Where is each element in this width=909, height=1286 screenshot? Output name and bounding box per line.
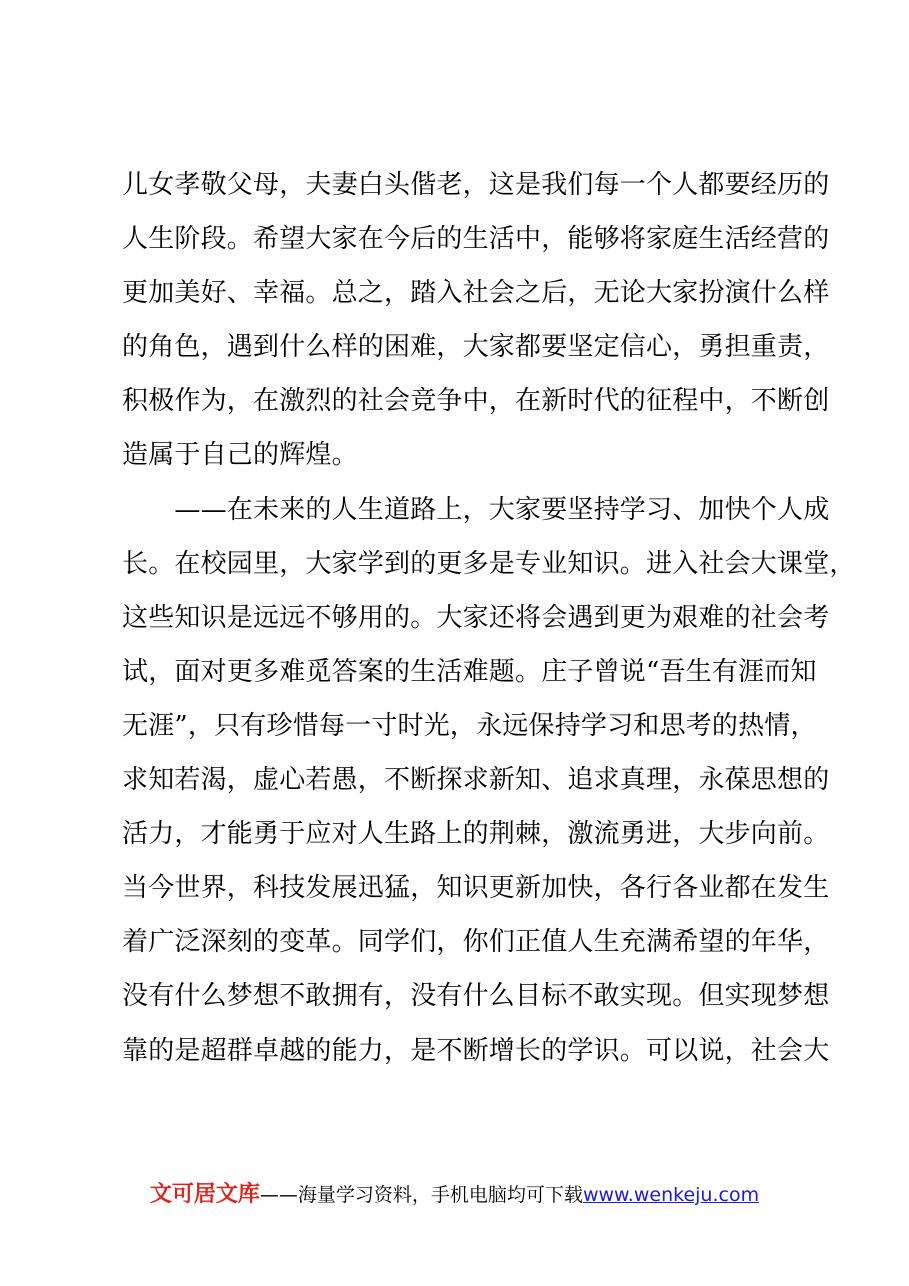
footer-brand: 文可居文库 — [149, 1182, 260, 1207]
text-line: 试，面对更多难觅答案的生活难题。庄子曾说“吾生有涯而知 — [122, 656, 817, 687]
text-line: 着广泛深刻的变革。同学们，你们正值人生充满希望的年华， — [122, 927, 830, 958]
text-line: 靠的是超群卓越的能力，是不断增长的学识。可以说，社会大 — [122, 1035, 830, 1066]
text-line: 没有什么梦想不敢拥有，没有什么目标不敢实现。但实现梦想 — [122, 981, 830, 1012]
text-line: 长。在校园里，大家学到的更多是专业知识。进入社会大课堂， — [122, 548, 856, 579]
text-line: 活力，才能勇于应对人生路上的荆棘，激流勇进，大步向前。 — [122, 819, 830, 850]
footer-tagline: ——海量学习资料，手机电脑均可下载 — [259, 1184, 583, 1206]
text-line: 人生阶段。希望大家在今后的生活中，能够将家庭生活经营的 — [122, 224, 830, 255]
footer-link[interactable]: www.wenkeju.com — [582, 1184, 760, 1206]
text-line: 求知若渴，虚心若愚，不断探求新知、追求真理，永葆思想的 — [122, 765, 830, 796]
text-line: 的角色，遇到什么样的困难，大家都要坚定信心，勇担重责， — [122, 332, 830, 363]
body-text — [122, 158, 856, 1078]
text-line: 儿女孝敬父母，夫妻白头偕老，这是我们每一个人都要经历的 — [122, 170, 830, 200]
text-line: 当今世界，科技发展迅猛，知识更新加快，各行各业都在发生 — [122, 873, 830, 904]
text-line: 造属于自己的辉煌。 — [122, 440, 358, 471]
footer — [0, 1180, 909, 1210]
text-line: ——在未来的人生道路上，大家要坚持学习、加快个人成 — [122, 494, 830, 525]
text-line: 无涯”，只有珍惜每一寸时光，永远保持学习和思考的热情， — [122, 710, 817, 741]
text-line: 积极作为，在激烈的社会竞争中，在新时代的征程中，不断创 — [122, 386, 830, 417]
text-line: 更加美好、幸福。总之，踏入社会之后，无论大家扮演什么样 — [122, 278, 830, 309]
text-line: 这些知识是远远不够用的。大家还将会遇到更为艰难的社会考 — [122, 602, 830, 633]
